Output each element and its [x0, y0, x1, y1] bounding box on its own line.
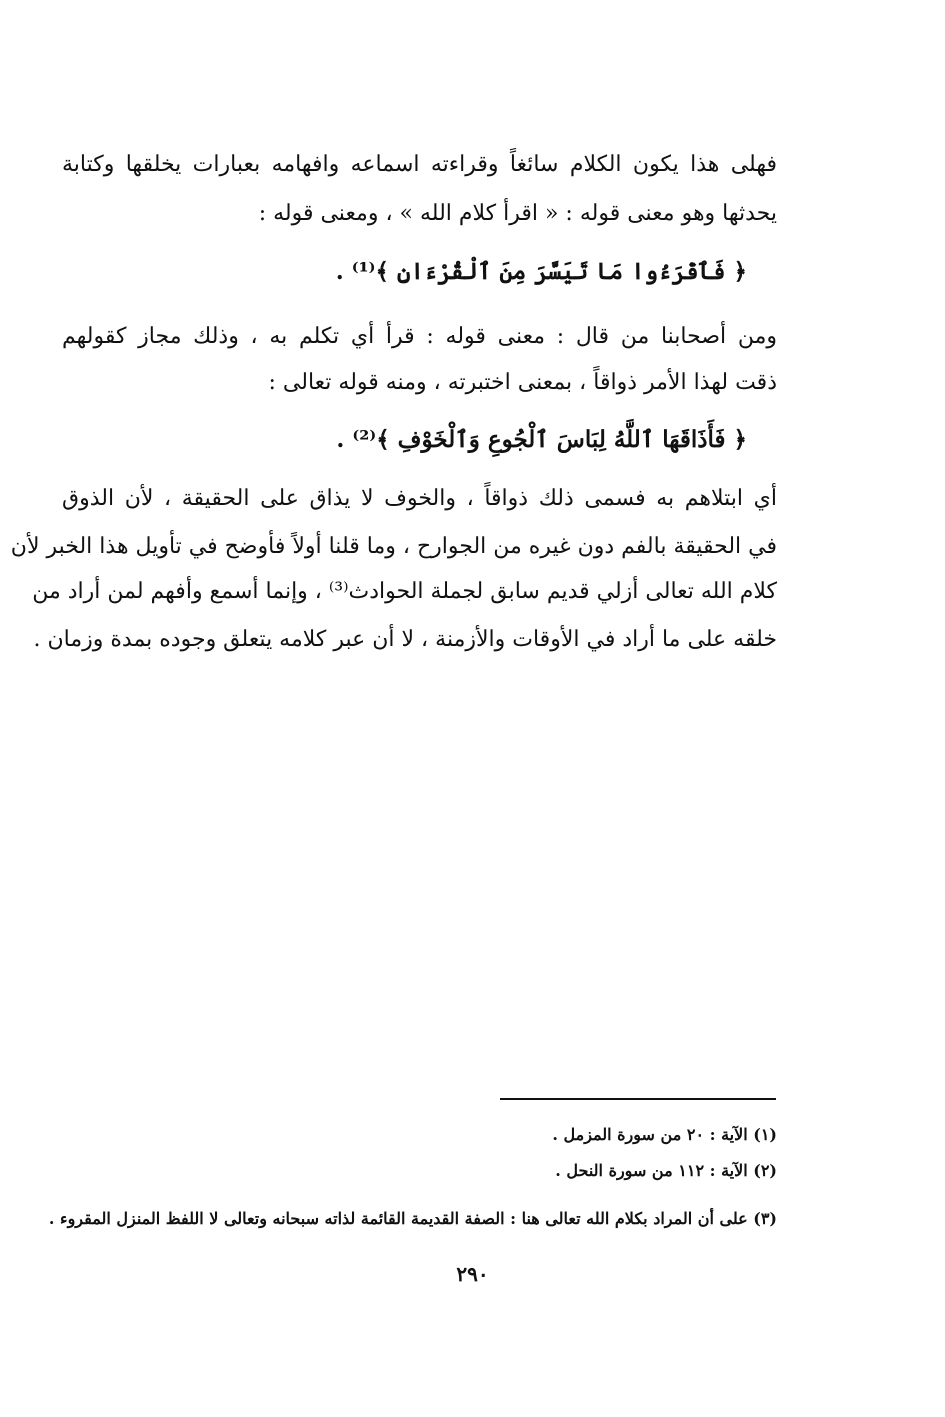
paragraph-3-line-4: خلقه على ما أراد في الأوقات والأزمنة ، لا أن عبر كلامه يتعلق وجوده بمدة وزمان . [33, 627, 777, 652]
quran-verse-2: ﴿ فَأَذَاقَهَا ٱللَّهُ لِبَاسَ ٱلْجُوعِ وَٱلْخَوْفِ ﴾⁽²⁾ . [336, 426, 747, 453]
footnote-2: (٢) الآية : ١١٢ من سورة النحل . [555, 1161, 777, 1180]
paragraph-3-line-2: في الحقيقة بالفم دون غيره من الجوارح ، وما قلنا أولاً فأوضح في تأويل هذا الخبر لأن [10, 534, 777, 559]
footnote-1: (١) الآية : ٢٠ من سورة المزمل . [552, 1125, 777, 1144]
paragraph-2-line-1: ومن أصحابنا من قال : معنى قوله : قرأ أي تكلم به ، وذلك مجاز كقولهم [62, 324, 777, 349]
paragraph-1-line-1: فهلى هذا يكون الكلام سائغاً وقراءته اسماعه وافهامه بعبارات يخلقها وكتابة [62, 152, 777, 177]
footnote-3: (٣) على أن المراد بكلام الله تعالى هنا : الصفة القديمة القائمة لذاته سبحانه وتعالى لا اللفظ المنزل المقروء . [48, 1209, 777, 1228]
paragraph-3-line-3: كلام الله تعالى أزلي قديم سابق لجملة الحوادث⁽³⁾ ، وإنما أسمع وأفهم لمن أراد من [32, 579, 777, 604]
paragraph-1-line-2: يحدثها وهو معنى قوله : « اقرأ كلام الله » ، ومعنى قوله : [258, 201, 777, 226]
footnote-separator [500, 1098, 776, 1100]
page-number: ٢٩٠ [456, 1262, 489, 1286]
paragraph-2-line-2: ذقت لهذا الأمر ذواقاً ، بمعنى اختبرته ، ومنه قوله تعالى : [268, 370, 777, 395]
paragraph-3-line-1: أي ابتلاهم به فسمى ذلك ذواقاً ، والخوف لا يذاق على الحقيقة ، لأن الذوق [62, 486, 777, 511]
quran-verse-1: ﴿ فَٱقْرَءُوا مَا تَيَسَّرَ مِنَ ٱلْقُرْءَانِ ﴾⁽¹⁾ . [335, 258, 747, 285]
